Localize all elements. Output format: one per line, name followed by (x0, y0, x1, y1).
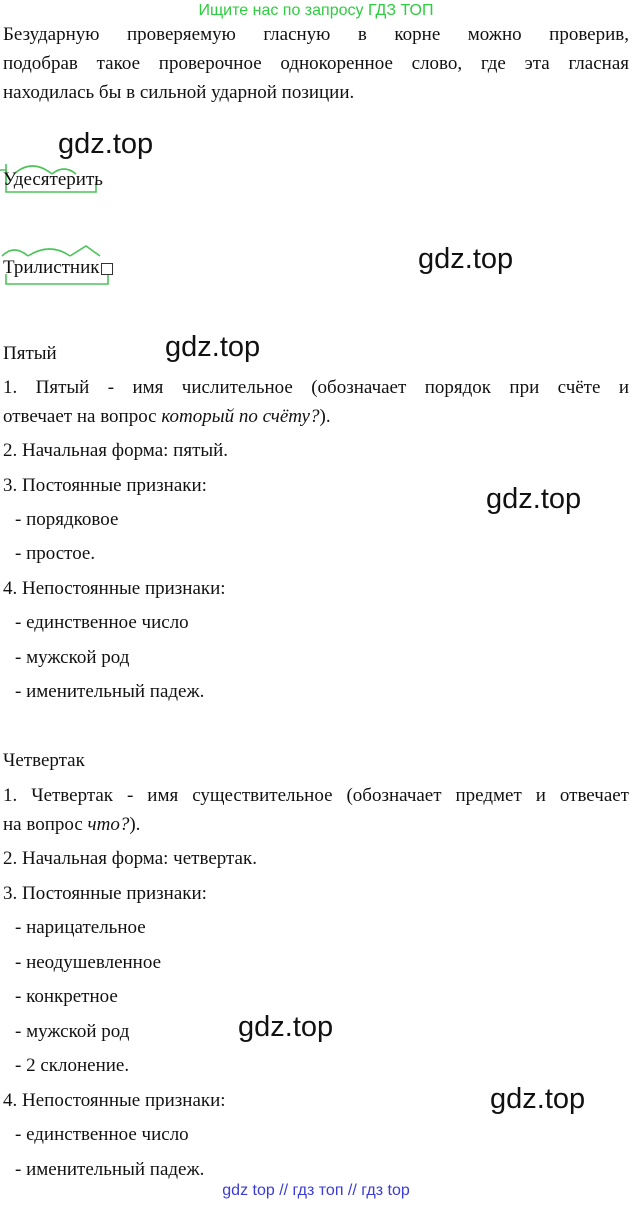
section-2-point-4: 4. Непостоянные признаки: (3, 1090, 226, 1111)
list-item: - конкретное (15, 986, 118, 1007)
footer-links: gdz top // гдз топ // гдз top (222, 1182, 410, 1199)
section-2-point-1-line-2 (3, 812, 140, 838)
watermark: gdz.top (58, 128, 154, 160)
list-item: - нарицательное (15, 917, 146, 938)
text-part: ). (129, 814, 141, 835)
intro-line-2: подобрав такое проверочное однокоренное слово, где эта гласная (3, 53, 629, 74)
word-trilistnik (3, 255, 113, 281)
word-trilistnik-text: Трилистник (3, 257, 100, 278)
section-1-point-3: 3. Постоянные признаки: (3, 475, 207, 496)
list-item: - простое. (15, 543, 96, 564)
text-part: отвечает на вопрос (3, 406, 162, 427)
list-item: - мужской род (15, 1021, 130, 1042)
text-part: на вопрос (3, 814, 88, 835)
watermark: gdz.top (490, 1083, 586, 1115)
watermark: gdz.top (418, 243, 514, 275)
search-banner: Ищите нас по запросу ГДЗ ТОП (198, 2, 434, 19)
list-item: - именительный падеж. (15, 1159, 205, 1180)
section-1-point-4: 4. Непостоянные признаки: (3, 578, 226, 599)
section-2-point-1-line-1: 1. Четвертак - имя существительное (обозначает предмет и отвечает (3, 785, 629, 806)
text-part: ). (319, 406, 331, 427)
intro-line-3: находилась бы в сильной ударной позиции. (3, 82, 355, 103)
watermark: gdz.top (486, 483, 582, 515)
section-2-point-2: 2. Начальная форма: четвертак. (3, 848, 257, 869)
question-italic: что? (87, 814, 130, 835)
list-item: - неодушевленное (15, 952, 161, 973)
watermark: gdz.top (238, 1011, 334, 1043)
list-item: - единственное число (15, 612, 189, 633)
section-1-title: Пятый (3, 343, 57, 364)
list-item: - мужской род (15, 647, 130, 668)
list-item: - порядковое (15, 509, 119, 530)
watermark: gdz.top (165, 331, 261, 363)
list-item: - единственное число (15, 1124, 189, 1145)
section-1-point-1-line-1: 1. Пятый - имя числительное (обозначает порядок при счёте и (3, 377, 629, 398)
zero-ending-box (101, 263, 113, 275)
section-1-point-2: 2. Начальная форма: пятый. (3, 440, 229, 461)
question-italic: который по счёту? (161, 406, 320, 427)
word-udesyaterit: Удесятерить (3, 169, 103, 190)
list-item: - 2 склонение. (15, 1055, 130, 1076)
section-2-title: Четвертак (3, 750, 85, 771)
list-item: - именительный падеж. (15, 681, 205, 702)
section-1-point-1-line-2 (3, 404, 331, 430)
intro-line-1: Безударную проверяемую гласную в корне можно проверив, (3, 24, 629, 45)
section-2-point-3: 3. Постоянные признаки: (3, 883, 207, 904)
